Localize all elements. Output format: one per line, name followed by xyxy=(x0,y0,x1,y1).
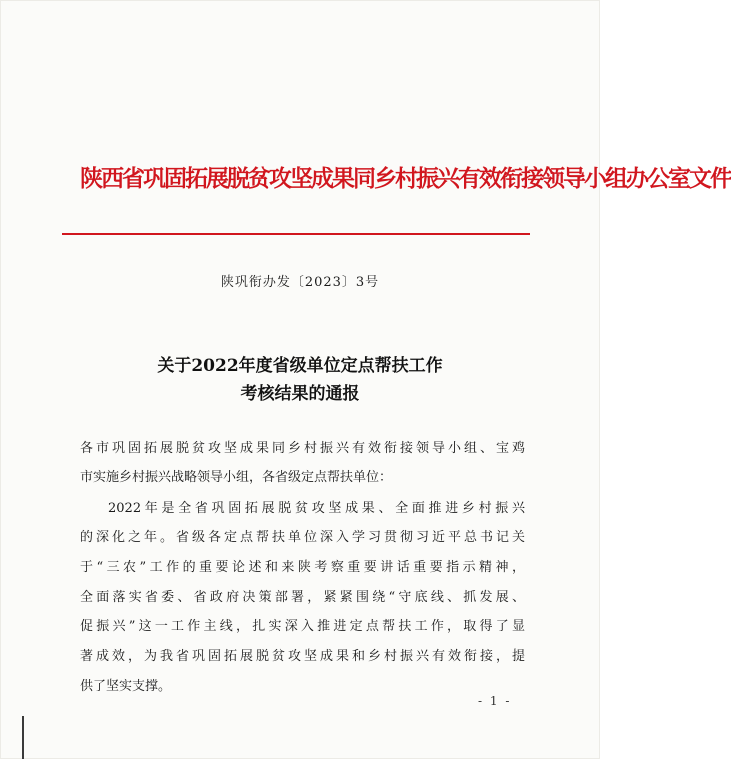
paragraph-line-6: 著成效，为我省巩固拓展脱贫攻坚成果和乡村振兴有效衔接，提 xyxy=(80,649,525,664)
salutation-line-2: 市实施乡村振兴战略领导小组，各省级定点帮扶单位： xyxy=(80,470,393,485)
paragraph-line-7: 供了坚实支撑。 xyxy=(80,679,172,694)
scan-edge-mark xyxy=(22,716,24,759)
paragraph-line-2: 的深化之年。省级各定点帮扶单位深入学习贯彻习近平总书记关 xyxy=(80,530,525,545)
page-number: - 1 - xyxy=(478,694,512,708)
paragraph-line-1: 2022年是全省巩固拓展脱贫攻坚成果、全面推进乡村振兴 xyxy=(108,501,525,516)
document-title-line-2: 考核结果的通报 xyxy=(240,384,360,404)
paragraph-line-3: 于“三农”工作的重要论述和来陕考察重要讲话重要指示精神， xyxy=(80,560,525,575)
document-number: 陕巩衔办发〔2023〕3号 xyxy=(220,275,380,290)
paragraph-line-4: 全面落实省委、省政府决策部署，紧紧围绕“守底线、抓发展、 xyxy=(80,590,525,605)
issuer-header: 陕西省巩固拓展脱贫攻坚成果同乡村振兴有效衔接领导小组办公室文件 xyxy=(80,165,731,192)
salutation-line-1: 各市巩固拓展脱贫攻坚成果同乡村振兴有效衔接领导小组、宝鸡 xyxy=(80,441,525,456)
paragraph-line-5: 促振兴”这一工作主线，扎实深入推进定点帮扶工作，取得了显 xyxy=(80,619,525,634)
document-title-line-1: 关于2022年度省级单位定点帮扶工作 xyxy=(157,356,443,376)
red-divider-line xyxy=(62,233,530,235)
